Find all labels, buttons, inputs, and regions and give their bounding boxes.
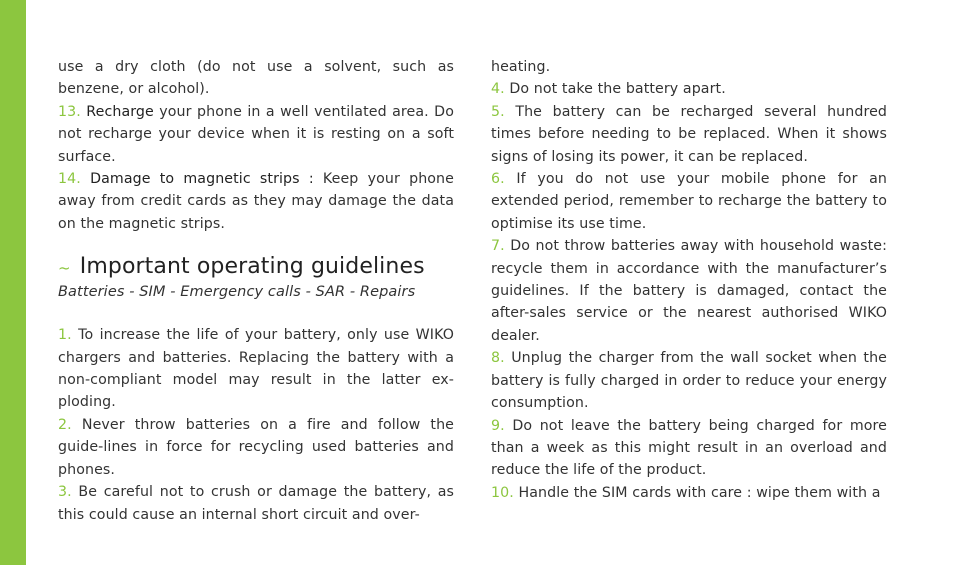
section-title: Important operating guidelines <box>79 254 425 280</box>
item-text: Be careful not to crush or damage the battery, as this could cause an internal short circuit and over- <box>58 484 454 523</box>
item-number: 9. <box>491 417 505 434</box>
item-keyword: Damage to magnetic strips : <box>90 171 314 188</box>
tilde-mark: ~ <box>58 259 71 278</box>
item-13 <box>58 101 454 168</box>
item-text: Do not throw batteries away with household waste: recycle them in accordance with the manufacturer’s guidelines. If the battery is damaged, contact the after-sales service or the nearest authorised WIKO dealer. <box>491 238 887 344</box>
item-14 <box>58 168 454 235</box>
item-8 <box>491 347 887 414</box>
item-1 <box>58 324 454 414</box>
item-text: If you do not use your mobile phone for an extended period, remember to recharge the battery to optimise its use time. <box>491 171 887 232</box>
item-text: Unplug the charger from the wall socket when the battery is fully charged in order to reduce your energy consumption. <box>491 350 887 412</box>
accent-side-bar <box>0 0 26 565</box>
item-number: 1. <box>58 327 72 344</box>
item-text: To increase the life of your battery, only use WIKO chargers and batteries. Replacing the battery with a non-compliant model may result in the latter ex-ploding. <box>58 327 454 411</box>
item-number: 3. <box>58 484 72 501</box>
item-4 <box>491 78 887 100</box>
item-number: 13. <box>58 103 81 120</box>
left-intro-text: use a dry cloth (do not use a solvent, such as benzene, or alcohol). <box>58 59 454 98</box>
right-column <box>491 56 887 504</box>
item-text: Do not leave the battery being charged for more than a week as this might result in an overload and reduce the life of the product. <box>491 417 887 479</box>
item-number: 8. <box>491 350 505 367</box>
item-text: The battery can be recharged several hundred times before needing to be replaced. When it shows signs of losing its power, it can be replaced. <box>491 103 887 165</box>
item-5 <box>491 101 887 168</box>
item-9 <box>491 415 887 482</box>
item-number: 10. <box>491 484 514 501</box>
section-heading <box>58 253 454 282</box>
item-text: Handle the SIM cards with care : wipe them with a <box>513 484 881 501</box>
item-number: 5. <box>491 103 505 120</box>
item-number: 14. <box>58 171 81 188</box>
item-10 <box>491 482 887 504</box>
item-keyword: Recharge <box>86 103 154 120</box>
item-6 <box>491 168 887 235</box>
section-subheading: Batteries - SIM - Emergency calls - SAR - Repairs <box>58 284 416 301</box>
item-number: 4. <box>491 81 505 98</box>
item-text: Keep your phone away from credit cards as they may damage the data on the magnetic strips. <box>58 171 454 232</box>
item-number: 7. <box>491 238 505 255</box>
item-3 <box>58 481 454 526</box>
item-number: 6. <box>491 171 505 188</box>
item-2 <box>58 414 454 481</box>
right-intro-text: heating. <box>491 59 551 75</box>
item-number: 2. <box>58 416 72 433</box>
item-text: Never throw batteries on a fire and follow the guide-lines in force for recycling used batteries and phones. <box>58 416 454 478</box>
item-7 <box>491 235 887 347</box>
item-text: Do not take the battery apart. <box>504 81 726 98</box>
left-column <box>58 56 454 526</box>
item-text: your phone in a well ventilated area. Do not recharge your device when it is resting on a soft surface. <box>58 103 454 165</box>
